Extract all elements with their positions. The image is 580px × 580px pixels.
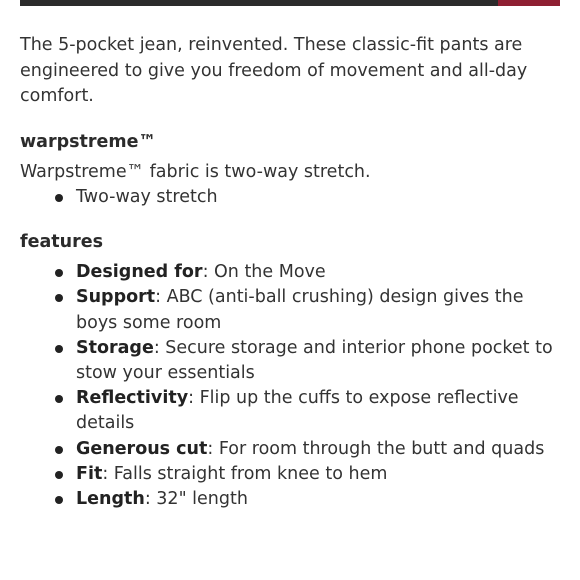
feature-text: : 32" length [144,489,248,510]
tab-bar-segment [20,0,498,6]
features-list [20,260,560,512]
bullet-icon [55,471,63,479]
feature-label: Designed for [76,262,203,283]
feature-text: : Flip up the cuffs to expose reflective details [76,388,519,434]
feature-generous-cut [20,437,560,462]
bullet-icon [55,446,63,454]
warpstreme-heading: warpstreme™ [20,131,157,152]
feature-length [20,487,560,512]
feature-text: : On the Move [202,262,326,283]
bullet-icon [55,194,63,202]
bullet-icon [55,269,63,277]
product-description [20,33,560,512]
feature-support [20,285,560,335]
intro-paragraph: The 5-pocket jean, reinvented. These classic-fit pants are engineered to give you freedom of movement and all-day comfort. [20,35,528,106]
feature-text: : Falls straight from knee to hem [102,463,388,484]
feature-text: : For room through the butt and quads [207,438,545,459]
warpstreme-body: Warpstreme™ fabric is two-way stretch. [20,161,371,182]
bullet-icon [55,395,63,403]
feature-storage [20,336,560,386]
bullet-icon [55,294,63,302]
feature-label: Fit [76,463,103,484]
warpstreme-list [20,185,560,210]
feature-label: Generous cut [76,438,208,459]
tab-bar-accent [498,0,560,6]
feature-label: Storage [76,337,154,358]
feature-text: : Secure storage and interior phone pocket to stow your essentials [76,337,553,384]
list-item [20,185,560,210]
bullet-icon [55,345,63,353]
feature-label: Length [76,489,145,510]
feature-label: Reflectivity [76,388,189,409]
feature-label: Support [76,287,156,308]
features-heading: features [20,232,104,253]
list-item-text: Two-way stretch [76,187,218,207]
feature-designed-for [20,260,560,285]
top-tab-bar [20,0,560,6]
feature-fit [20,462,560,487]
feature-text: : ABC (anti-ball crushing) design gives the boys some room [76,287,524,333]
bullet-icon [55,496,63,504]
feature-reflectivity [20,386,560,436]
